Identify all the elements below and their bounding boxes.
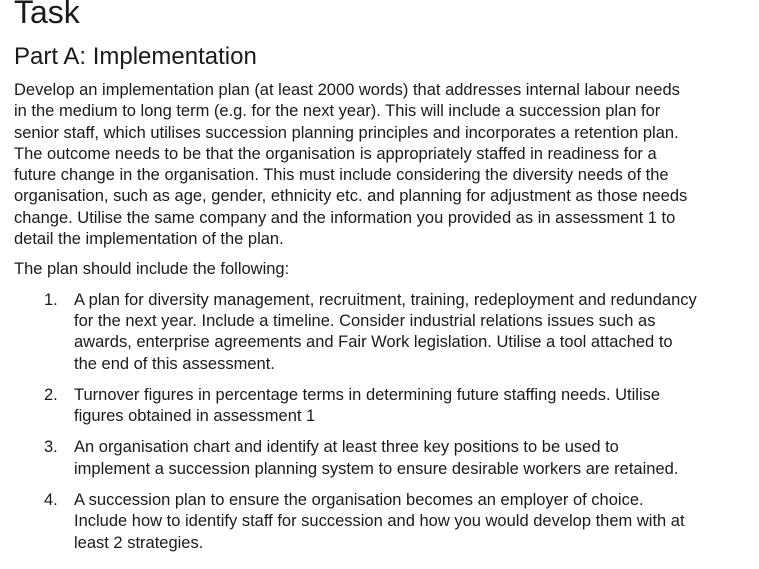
list-item	[14, 385, 759, 428]
list-item	[14, 437, 759, 480]
intro-line: change. Utilise the same company and the information you provided as in assessment 1 to	[14, 208, 676, 227]
list-item-line: implement a succession planning system to ensure desirable workers are retained.	[74, 459, 679, 478]
page-title: Task	[14, 0, 80, 30]
list-item-line: the end of this assessment.	[74, 354, 275, 373]
list-item-line: An organisation chart and identify at least three key positions to be used to	[74, 438, 619, 457]
requirements-list	[14, 290, 759, 554]
intro-paragraph	[14, 80, 759, 250]
list-item-number: 2.	[44, 385, 58, 404]
intro-line: detail the implementation of the plan.	[14, 230, 284, 249]
intro-line: The outcome needs to be that the organisation is appropriately staffed in readiness for a	[14, 144, 657, 163]
list-item-number: 1.	[44, 290, 58, 309]
list-item-line: Turnover figures in percentage terms in determining future staffing needs. Utilise	[74, 385, 661, 404]
section-heading: Part A: Implementation	[14, 43, 257, 70]
intro-line: Develop an implementation plan (at least 2000 words) that addresses internal labour needs	[14, 81, 680, 99]
document-page	[14, 0, 759, 564]
list-item-number: 3.	[44, 438, 58, 457]
list-item-line: for the next year. Include a timeline. Consider industrial relations issues such as	[74, 311, 656, 330]
intro-line: future change in the organisation. This must include considering the diversity needs of the	[14, 166, 669, 185]
list-item	[14, 290, 759, 375]
list-item-line: figures obtained in assessment 1	[74, 407, 316, 426]
intro-line: senior staff, which utilises succession planning principles and incorporates a retention plan.	[14, 123, 679, 142]
list-item-line: Include how to identify staff for succession and how you would develop them with at	[74, 512, 685, 531]
list-item-line: least 2 strategies.	[74, 533, 204, 552]
intro-line: organisation, such as age, gender, ethnicity etc. and planning for adjustment as those needs	[14, 187, 688, 206]
list-item	[14, 490, 759, 554]
intro-line: in the medium to long term (e.g. for the next year). This will include a succession plan for	[14, 102, 661, 121]
list-intro: The plan should include the following:	[14, 260, 290, 279]
list-item-number: 4.	[44, 491, 58, 510]
list-item-line: A plan for diversity management, recruitment, training, redeployment and redundancy	[74, 290, 697, 309]
list-item-line: awards, enterprise agreements and Fair Work legislation. Utilise a tool attached to	[74, 333, 673, 352]
list-item-line: A succession plan to ensure the organisation becomes an employer of choice.	[74, 491, 644, 510]
